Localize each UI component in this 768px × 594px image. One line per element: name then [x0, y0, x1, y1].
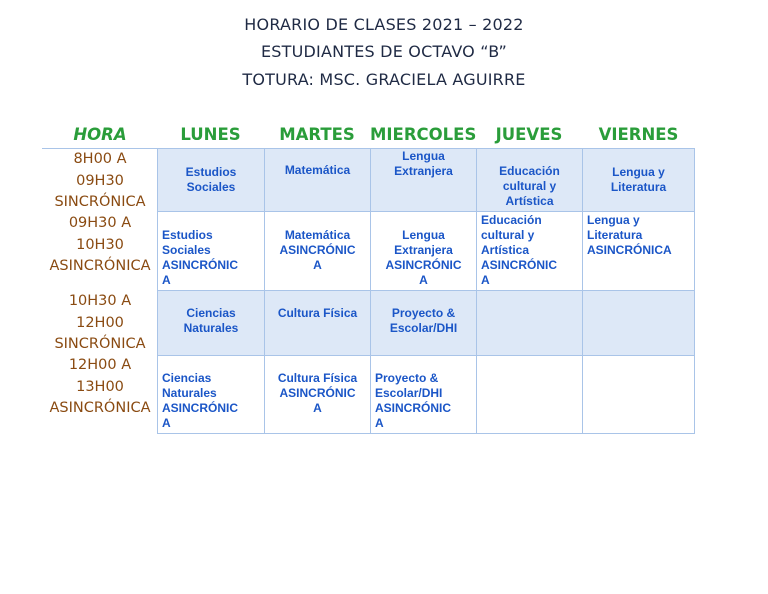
cell-jueves-slot3: [476, 290, 583, 356]
cell-miercoles-slot4: [370, 355, 477, 434]
cell-miercoles-slot2: [370, 211, 477, 291]
cell-text: Estudios Sociales: [185, 165, 237, 194]
schedule-grid: [157, 148, 695, 434]
cell-text: Proyecto & Escolar/DHI: [389, 306, 458, 335]
cell-viernes-slot3: [582, 290, 695, 356]
cell-martes-slot4: [264, 355, 371, 434]
teacher-name: TOTURA: MSC. GRACIELA AGUIRRE: [242, 70, 526, 89]
cell-jueves-slot1: [476, 148, 583, 212]
cell-text: Cultura Física: [277, 306, 358, 320]
cell-text: Matemática ASINCRÓNIC A: [279, 228, 356, 272]
cell-text: Cultura Física ASINCRÓNIC A: [277, 371, 358, 415]
time-slot-1: 8H00 A 09H30 SINCRÓNICA: [54, 151, 146, 210]
time-slot-3: 10H30 A 12H00 SINCRÓNICA: [54, 293, 146, 352]
time-slot-4: 12H00 A 13H00 ASINCRÓNICA: [49, 357, 151, 416]
cell-text: Matemática: [284, 163, 351, 177]
cell-text: Lengua Extranjera ASINCRÓNIC A: [385, 228, 462, 287]
time-slot-2: 09H30 A 10H30 ASINCRÓNICA: [49, 215, 151, 274]
column-header-hora: HORA: [73, 125, 127, 144]
cell-text: Ciencias Naturales ASINCRÓNIC A: [162, 371, 239, 430]
cell-jueves-slot2: [476, 211, 583, 291]
cell-text: Estudios Sociales ASINCRÓNIC A: [162, 228, 239, 287]
schedule-title: HORARIO DE CLASES 2021 – 2022: [244, 15, 524, 34]
cell-martes-slot3: [264, 290, 371, 356]
cell-text: Lengua Extranjera: [394, 149, 453, 178]
cell-viernes-slot4: [582, 355, 695, 434]
schedule-subtitle: ESTUDIANTES DE OCTAVO “B”: [260, 42, 508, 61]
cell-jueves-slot4: [476, 355, 583, 434]
column-header-jueves: JUEVES: [495, 125, 563, 144]
column-header-viernes: VIERNES: [598, 125, 679, 144]
cell-text: Educación cultural y Artística ASINCRÓNIC A: [481, 213, 558, 287]
cell-text: Educación cultural y Artística: [499, 164, 560, 208]
cell-lunes-slot3: [157, 290, 265, 356]
cell-miercoles-slot1: [370, 148, 477, 212]
cell-text: Lengua y Literatura: [610, 165, 667, 194]
cell-viernes-slot2: [582, 211, 695, 291]
column-header-miercoles: MIERCOLES: [370, 125, 477, 144]
cell-lunes-slot2: [157, 211, 265, 291]
cell-lunes-slot1: [157, 148, 265, 212]
cell-text: Lengua y Literatura ASINCRÓNICA: [587, 213, 672, 257]
cell-miercoles-slot3: [370, 290, 477, 356]
cell-martes-slot1: [264, 148, 371, 212]
cell-martes-slot2: [264, 211, 371, 291]
column-header-martes: MARTES: [279, 125, 355, 144]
column-header-lunes: LUNES: [180, 125, 241, 144]
cell-viernes-slot1: [582, 148, 695, 212]
cell-text: Ciencias Naturales: [183, 306, 239, 335]
cell-lunes-slot4: [157, 355, 265, 434]
cell-text: Proyecto & Escolar/DHI ASINCRÓNIC A: [375, 371, 452, 430]
